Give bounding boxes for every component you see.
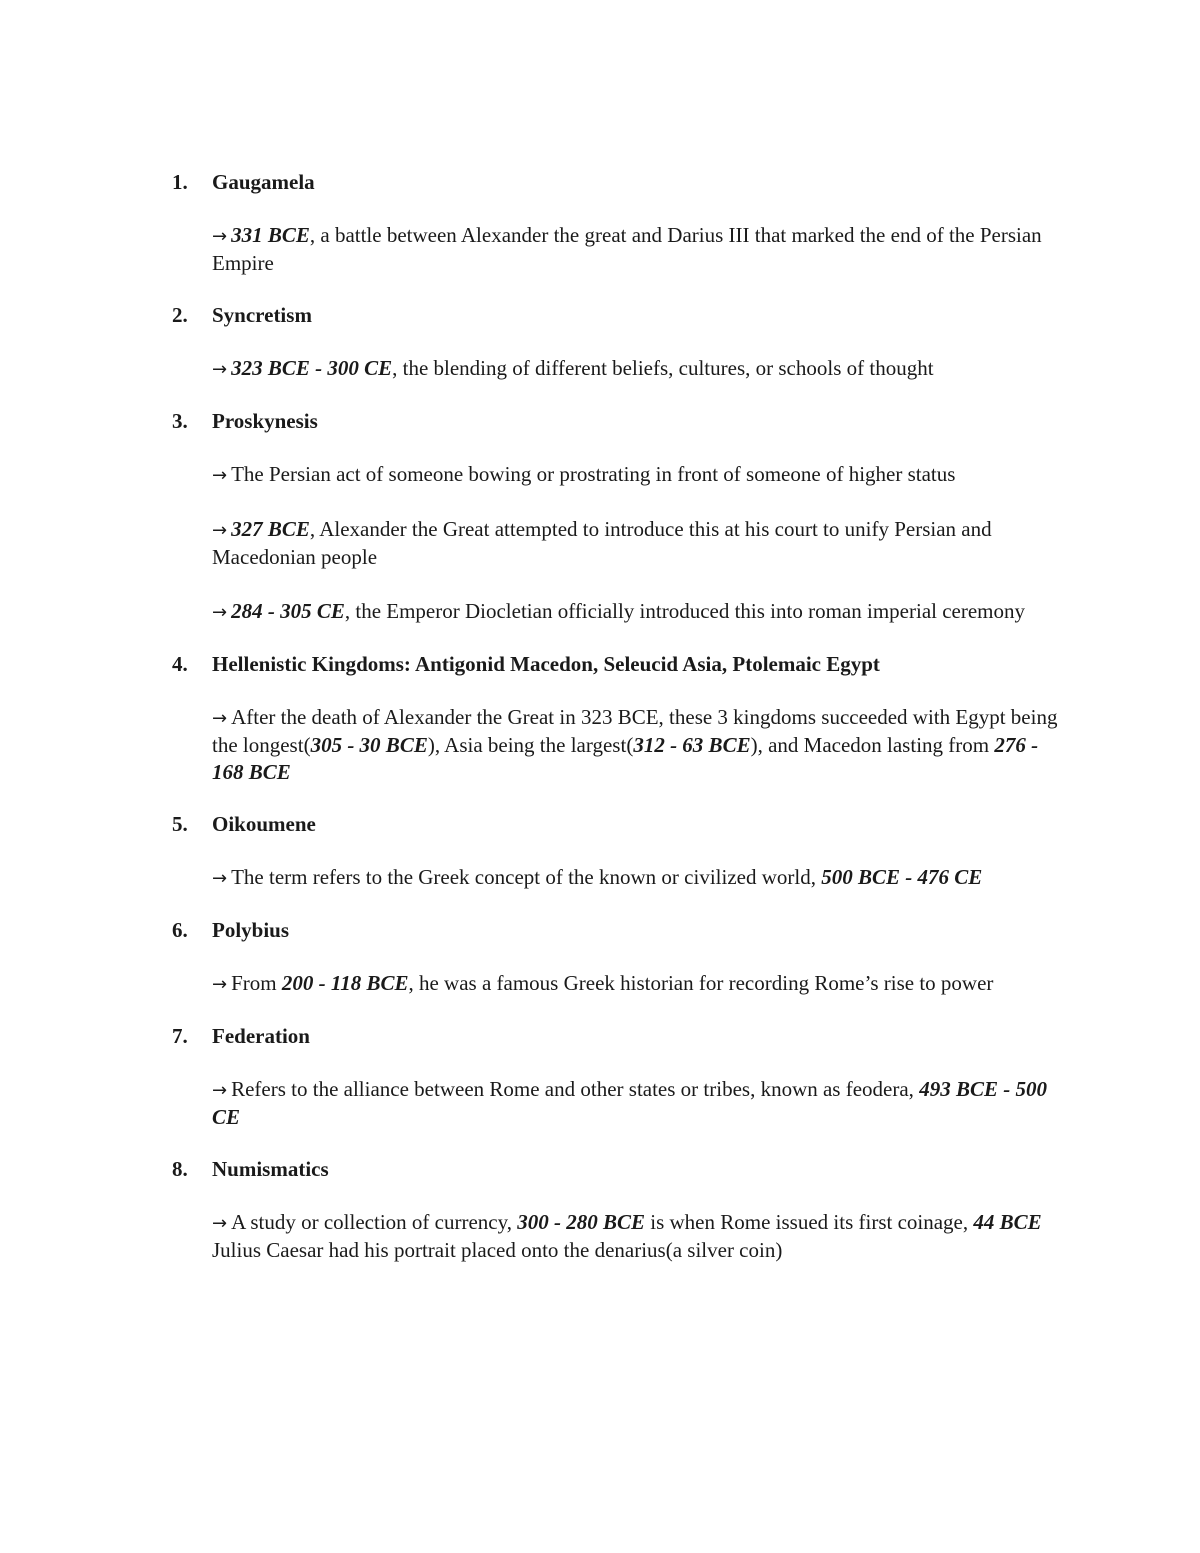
date-range: 493 BCE - 500 CE [212, 1077, 1047, 1129]
item-number: 6. [172, 918, 188, 942]
note-text: A study or collection of currency, [231, 1210, 518, 1234]
note-text: ), Asia being the largest( [427, 733, 634, 757]
term-title: Polybius [212, 918, 290, 942]
arrow-icon: → [212, 359, 228, 380]
arrow-icon: → [212, 465, 228, 486]
date-range: 300 - 280 BCE [517, 1210, 645, 1234]
term-heading [172, 407, 1072, 435]
list-item [172, 1155, 1072, 1264]
note-text: From [231, 971, 282, 995]
note-text: , a battle between Alexander the great and Darius III that marked the end of the Persian Empire [212, 223, 1042, 275]
term-title: Syncretism [212, 303, 312, 327]
list-item [172, 407, 1072, 626]
term-note [212, 970, 1062, 998]
arrow-icon: → [212, 226, 228, 247]
list-item [172, 168, 1072, 277]
note-text: , he was a famous Greek historian for recording Rome’s rise to power [408, 971, 994, 995]
note-text: The term refers to the Greek concept of the known or civilized world, [231, 865, 822, 889]
term-heading [172, 168, 1072, 196]
term-note [212, 222, 1062, 277]
term-heading [172, 810, 1072, 838]
date-range: 312 - 63 BCE [633, 733, 751, 757]
date-range: 200 - 118 BCE [281, 971, 409, 995]
arrow-icon: → [212, 602, 228, 623]
note-text: ), and Macedon lasting from [750, 733, 995, 757]
arrow-icon: → [212, 1080, 228, 1101]
list-item [172, 1022, 1072, 1131]
list-item [172, 301, 1072, 383]
term-note [212, 864, 1062, 892]
term-heading [172, 916, 1072, 944]
arrow-icon: → [212, 708, 228, 729]
note-text: The Persian act of someone bowing or prostrating in front of someone of higher status [231, 462, 956, 486]
date-range: 276 - 168 BCE [212, 733, 1039, 784]
list-item [172, 810, 1072, 892]
term-title: Oikoumene [212, 812, 316, 836]
term-note [212, 516, 1062, 571]
item-number: 5. [172, 812, 188, 836]
term-title: Federation [212, 1024, 310, 1048]
term-note [212, 598, 1062, 626]
date-range: 323 BCE - 300 CE [231, 356, 393, 380]
term-title: Hellenistic Kingdoms: Antigonid Macedon, Seleucid Asia, Ptolemaic Egypt [212, 652, 880, 676]
date-range: 327 BCE [231, 517, 310, 541]
note-text: is when Rome issued its first coinage, [645, 1210, 974, 1234]
arrow-icon: → [212, 868, 228, 889]
date-range: 305 - 30 BCE [310, 733, 428, 757]
term-note [212, 461, 1062, 489]
date-range: 331 BCE [231, 223, 310, 247]
date-range: 284 - 305 CE [231, 599, 345, 623]
term-note [212, 704, 1062, 786]
term-title: Proskynesis [212, 409, 318, 433]
date-range: 500 BCE - 476 CE [821, 865, 983, 889]
term-list [172, 168, 1072, 1288]
item-number: 1. [172, 170, 188, 194]
term-title: Gaugamela [212, 170, 315, 194]
date-range: 44 BCE [973, 1210, 1042, 1234]
item-number: 2. [172, 303, 188, 327]
term-heading [172, 1155, 1072, 1183]
item-number: 7. [172, 1024, 188, 1048]
arrow-icon: → [212, 1213, 228, 1234]
term-heading [172, 1022, 1072, 1050]
note-text: , the blending of different beliefs, cultures, or schools of thought [392, 356, 934, 380]
item-number: 3. [172, 409, 188, 433]
note-text: , Alexander the Great attempted to introduce this at his court to unify Persian and Macedonian people [212, 517, 992, 569]
list-item [172, 916, 1072, 998]
arrow-icon: → [212, 974, 228, 995]
item-number: 8. [172, 1157, 188, 1181]
note-text: Julius Caesar had his portrait placed onto the denarius(a silver coin) [212, 1238, 783, 1262]
term-note [212, 355, 1062, 383]
term-title: Numismatics [212, 1157, 329, 1181]
term-heading [172, 301, 1072, 329]
note-text: After the death of Alexander the Great in 323 BCE, these 3 kingdoms succeeded with Egypt being the longest( [212, 705, 1058, 757]
list-item [172, 650, 1072, 786]
note-text: , the Emperor Diocletian officially introduced this into roman imperial ceremony [344, 599, 1026, 623]
term-note [212, 1076, 1062, 1131]
term-note [212, 1209, 1062, 1264]
note-text: Refers to the alliance between Rome and other states or tribes, known as feodera, [231, 1077, 920, 1101]
item-number: 4. [172, 652, 188, 676]
term-heading [172, 650, 1072, 678]
arrow-icon: → [212, 520, 228, 541]
